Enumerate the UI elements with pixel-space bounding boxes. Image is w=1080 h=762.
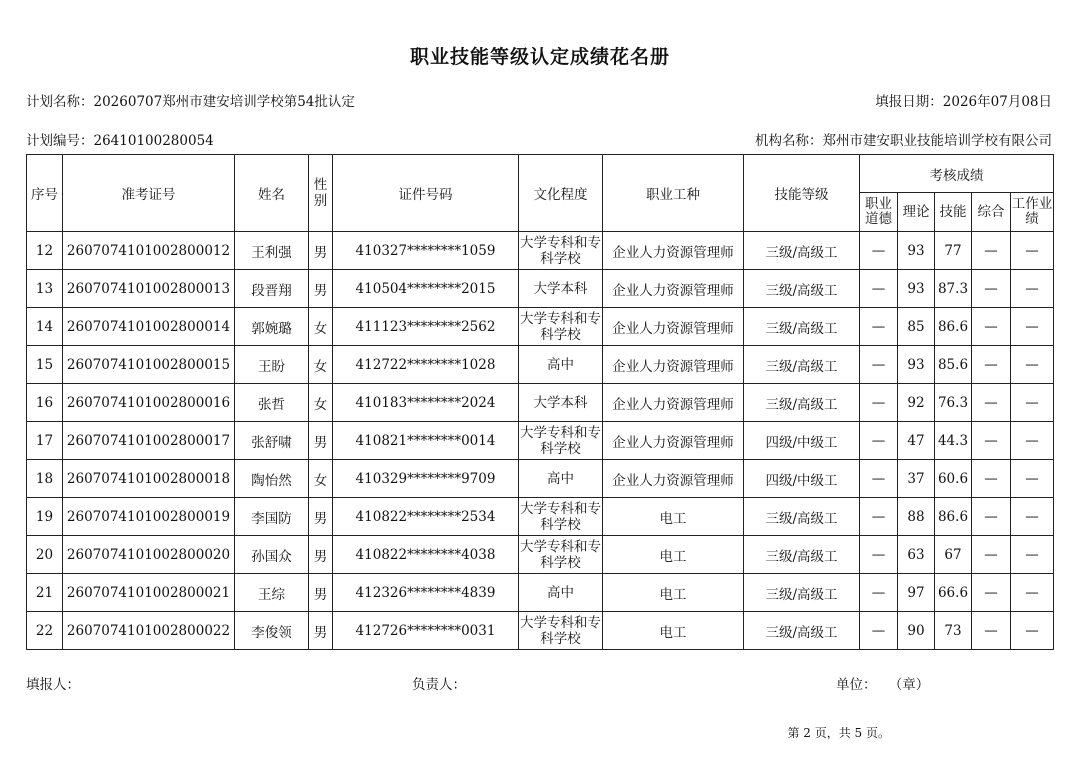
document-title: 职业技能等级认定成绩花名册 xyxy=(409,46,670,68)
cell-ethics: — xyxy=(860,346,898,384)
cell-gender: 男 xyxy=(309,422,333,460)
cell-comprehensive: — xyxy=(972,270,1011,308)
cell-exam-number: 2607074101002800022 xyxy=(63,612,235,650)
cell-job: 企业人力资源管理师 xyxy=(603,346,744,384)
cell-job: 电工 xyxy=(603,498,744,536)
cell-job: 电工 xyxy=(603,612,744,650)
cell-gender: 男 xyxy=(309,270,333,308)
cell-job: 企业人力资源管理师 xyxy=(603,422,744,460)
cell-level: 三级/高级工 xyxy=(744,346,860,384)
fill-date-value: 2026年07月08日 xyxy=(942,94,1052,110)
cell-seq: 20 xyxy=(27,536,63,574)
table-row xyxy=(27,612,1054,650)
header-level: 技能等级 xyxy=(744,155,860,232)
cell-work-performance: — xyxy=(1011,574,1054,612)
cell-seq: 17 xyxy=(27,422,63,460)
cell-education: 高中 xyxy=(519,460,603,498)
cell-ethics: — xyxy=(860,574,898,612)
unit-field xyxy=(836,673,929,693)
cell-exam-number: 2607074101002800016 xyxy=(63,384,235,422)
cell-level: 三级/高级工 xyxy=(744,574,860,612)
cell-education: 高中 xyxy=(519,346,603,384)
score-roster-table xyxy=(26,154,1054,650)
plan-number-label: 计划编号： xyxy=(26,133,94,149)
cell-gender: 男 xyxy=(309,612,333,650)
cell-id-number: 412726********0031 xyxy=(333,612,519,650)
cell-seq: 22 xyxy=(27,612,63,650)
cell-theory: 63 xyxy=(898,536,935,574)
cell-ethics: — xyxy=(860,422,898,460)
roster-body xyxy=(27,232,1054,650)
cell-job: 电工 xyxy=(603,574,744,612)
cell-education: 大学本科 xyxy=(519,270,603,308)
cell-work-performance: — xyxy=(1011,346,1054,384)
cell-theory: 88 xyxy=(898,498,935,536)
cell-name: 郭婉璐 xyxy=(235,308,309,346)
cell-theory: 97 xyxy=(898,574,935,612)
cell-skill: 86.6 xyxy=(935,498,972,536)
cell-seq: 18 xyxy=(27,460,63,498)
cell-ethics: — xyxy=(860,460,898,498)
cell-job: 企业人力资源管理师 xyxy=(603,270,744,308)
cell-seq: 14 xyxy=(27,308,63,346)
cell-gender: 男 xyxy=(309,498,333,536)
cell-exam-number: 2607074101002800020 xyxy=(63,536,235,574)
cell-skill: 66.6 xyxy=(935,574,972,612)
cell-work-performance: — xyxy=(1011,612,1054,650)
header-education: 文化程度 xyxy=(519,155,603,232)
cell-seq: 21 xyxy=(27,574,63,612)
cell-exam-number: 2607074101002800013 xyxy=(63,270,235,308)
cell-work-performance: — xyxy=(1011,422,1054,460)
cell-name: 李国防 xyxy=(235,498,309,536)
cell-skill: 86.6 xyxy=(935,308,972,346)
cell-id-number: 410329********9709 xyxy=(333,460,519,498)
cell-theory: 85 xyxy=(898,308,935,346)
organization xyxy=(755,129,1052,149)
cell-level: 四级/中级工 xyxy=(744,460,860,498)
cell-comprehensive: — xyxy=(972,574,1011,612)
cell-work-performance: — xyxy=(1011,498,1054,536)
cell-skill: 77 xyxy=(935,232,972,270)
header-name: 姓名 xyxy=(235,155,309,232)
table-row xyxy=(27,308,1054,346)
cell-work-performance: — xyxy=(1011,384,1054,422)
table-row xyxy=(27,574,1054,612)
cell-skill: 67 xyxy=(935,536,972,574)
cell-work-performance: — xyxy=(1011,232,1054,270)
cell-gender: 男 xyxy=(309,574,333,612)
cell-ethics: — xyxy=(860,270,898,308)
header-work-performance: 工作业绩 xyxy=(1011,193,1054,232)
cell-id-number: 410183********2024 xyxy=(333,384,519,422)
cell-seq: 13 xyxy=(27,270,63,308)
cell-education: 大学专科和专科学校 xyxy=(519,308,603,346)
header-job: 职业工种 xyxy=(603,155,744,232)
cell-job: 企业人力资源管理师 xyxy=(603,384,744,422)
fill-date-label: 填报日期： xyxy=(875,94,943,110)
cell-theory: 93 xyxy=(898,346,935,384)
header-exam-number: 准考证号 xyxy=(63,155,235,232)
responsible-label: 负责人： xyxy=(412,677,466,693)
cell-work-performance: — xyxy=(1011,270,1054,308)
cell-level: 三级/高级工 xyxy=(744,498,860,536)
cell-education: 大学专科和专科学校 xyxy=(519,536,603,574)
cell-comprehensive: — xyxy=(972,612,1011,650)
cell-level: 四级/中级工 xyxy=(744,422,860,460)
cell-seq: 12 xyxy=(27,232,63,270)
cell-exam-number: 2607074101002800015 xyxy=(63,346,235,384)
cell-id-number: 410821********0014 xyxy=(333,422,519,460)
filler-label: 填报人： xyxy=(26,677,80,693)
cell-education: 大学专科和专科学校 xyxy=(519,232,603,270)
table-row xyxy=(27,460,1054,498)
cell-name: 张舒啸 xyxy=(235,422,309,460)
header-seq: 序号 xyxy=(27,155,63,232)
cell-level: 三级/高级工 xyxy=(744,536,860,574)
cell-name: 段晋翔 xyxy=(235,270,309,308)
cell-gender: 女 xyxy=(309,460,333,498)
cell-id-number: 410504********2015 xyxy=(333,270,519,308)
cell-skill: 76.3 xyxy=(935,384,972,422)
cell-education: 大学专科和专科学校 xyxy=(519,422,603,460)
unit-label: 单位： xyxy=(836,677,877,693)
table-row xyxy=(27,536,1054,574)
cell-theory: 37 xyxy=(898,460,935,498)
cell-name: 王综 xyxy=(235,574,309,612)
cell-seq: 15 xyxy=(27,346,63,384)
organization-value: 郑州市建安职业技能培训学校有限公司 xyxy=(822,133,1052,149)
cell-ethics: — xyxy=(860,536,898,574)
cell-ethics: — xyxy=(860,612,898,650)
table-row xyxy=(27,270,1054,308)
cell-exam-number: 2607074101002800021 xyxy=(63,574,235,612)
cell-seq: 19 xyxy=(27,498,63,536)
cell-comprehensive: — xyxy=(972,536,1011,574)
cell-gender: 男 xyxy=(309,536,333,574)
cell-education: 大学本科 xyxy=(519,384,603,422)
cell-skill: 73 xyxy=(935,612,972,650)
cell-work-performance: — xyxy=(1011,460,1054,498)
cell-ethics: — xyxy=(860,384,898,422)
cell-name: 王盼 xyxy=(235,346,309,384)
cell-exam-number: 2607074101002800017 xyxy=(63,422,235,460)
cell-comprehensive: — xyxy=(972,384,1011,422)
cell-comprehensive: — xyxy=(972,308,1011,346)
cell-id-number: 410327********1059 xyxy=(333,232,519,270)
plan-name-value: 20260707郑州市建安培训学校第54批认定 xyxy=(93,94,355,110)
cell-name: 李俊领 xyxy=(235,612,309,650)
cell-theory: 93 xyxy=(898,232,935,270)
table-row xyxy=(27,384,1054,422)
cell-id-number: 410822********4038 xyxy=(333,536,519,574)
cell-seq: 16 xyxy=(27,384,63,422)
cell-comprehensive: — xyxy=(972,232,1011,270)
cell-gender: 女 xyxy=(309,384,333,422)
cell-ethics: — xyxy=(860,498,898,536)
cell-gender: 女 xyxy=(309,308,333,346)
cell-theory: 93 xyxy=(898,270,935,308)
cell-theory: 92 xyxy=(898,384,935,422)
cell-job: 企业人力资源管理师 xyxy=(603,232,744,270)
cell-id-number: 411123********2562 xyxy=(333,308,519,346)
cell-name: 陶怡然 xyxy=(235,460,309,498)
cell-name: 张哲 xyxy=(235,384,309,422)
cell-level: 三级/高级工 xyxy=(744,232,860,270)
table-row xyxy=(27,422,1054,460)
plan-number xyxy=(26,129,214,149)
cell-level: 三级/高级工 xyxy=(744,612,860,650)
header-skill: 技能 xyxy=(935,193,972,232)
header-score-group: 考核成绩 xyxy=(860,155,1054,193)
seal-placeholder: （章） xyxy=(888,677,930,693)
cell-education: 大学专科和专科学校 xyxy=(519,612,603,650)
organization-label: 机构名称： xyxy=(755,133,823,149)
header-theory: 理论 xyxy=(898,193,935,232)
cell-skill: 60.6 xyxy=(935,460,972,498)
cell-comprehensive: — xyxy=(972,460,1011,498)
cell-id-number: 410822********2534 xyxy=(333,498,519,536)
plan-name-label: 计划名称： xyxy=(26,94,94,110)
table-row xyxy=(27,346,1054,384)
cell-ethics: — xyxy=(860,308,898,346)
cell-education: 大学专科和专科学校 xyxy=(519,498,603,536)
cell-comprehensive: — xyxy=(972,346,1011,384)
cell-theory: 90 xyxy=(898,612,935,650)
cell-name: 王利强 xyxy=(235,232,309,270)
cell-job: 电工 xyxy=(603,536,744,574)
header-comprehensive: 综合 xyxy=(972,193,1011,232)
cell-level: 三级/高级工 xyxy=(744,384,860,422)
cell-comprehensive: — xyxy=(972,498,1011,536)
cell-education: 高中 xyxy=(519,574,603,612)
cell-exam-number: 2607074101002800018 xyxy=(63,460,235,498)
header-ethics: 职业道德 xyxy=(860,193,898,232)
cell-work-performance: — xyxy=(1011,536,1054,574)
header-gender: 性别 xyxy=(309,155,333,232)
table-row xyxy=(27,232,1054,270)
cell-skill: 87.3 xyxy=(935,270,972,308)
fill-date xyxy=(875,90,1052,110)
cell-skill: 44.3 xyxy=(935,422,972,460)
cell-level: 三级/高级工 xyxy=(744,270,860,308)
cell-theory: 47 xyxy=(898,422,935,460)
header-id-number: 证件号码 xyxy=(333,155,519,232)
cell-gender: 男 xyxy=(309,232,333,270)
header-row xyxy=(27,155,1054,193)
pagination: 第 2 页，共 5 页。 xyxy=(787,726,890,740)
cell-id-number: 412722********1028 xyxy=(333,346,519,384)
plan-name xyxy=(26,90,355,110)
cell-ethics: — xyxy=(860,232,898,270)
cell-skill: 85.6 xyxy=(935,346,972,384)
cell-level: 三级/高级工 xyxy=(744,308,860,346)
cell-name: 孙国众 xyxy=(235,536,309,574)
cell-id-number: 412326********4839 xyxy=(333,574,519,612)
cell-exam-number: 2607074101002800012 xyxy=(63,232,235,270)
cell-job: 企业人力资源管理师 xyxy=(603,308,744,346)
cell-exam-number: 2607074101002800014 xyxy=(63,308,235,346)
cell-work-performance: — xyxy=(1011,308,1054,346)
cell-job: 企业人力资源管理师 xyxy=(603,460,744,498)
table-row xyxy=(27,498,1054,536)
cell-exam-number: 2607074101002800019 xyxy=(63,498,235,536)
cell-comprehensive: — xyxy=(972,422,1011,460)
plan-number-value: 26410100280054 xyxy=(93,133,214,149)
cell-gender: 女 xyxy=(309,346,333,384)
